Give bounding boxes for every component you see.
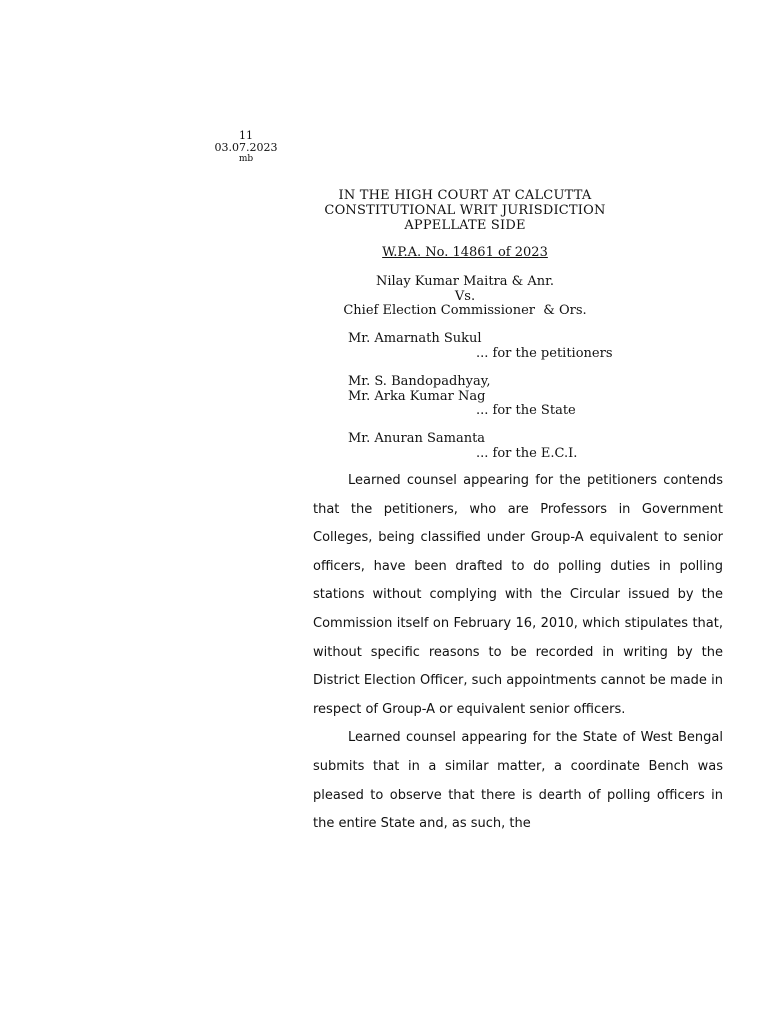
appearing-for: ... for the petitioners	[476, 345, 613, 361]
counsel-name: Mr. Arka Kumar Nag	[348, 388, 486, 404]
court-header	[300, 188, 630, 233]
item-number: 11	[239, 129, 253, 142]
parties	[300, 275, 630, 319]
counsel-name: Mr. Anuran Samanta	[348, 431, 486, 446]
versus-label: Vs.	[454, 288, 476, 304]
jurisdiction: CONSTITUTIONAL WRIT JURISDICTION	[324, 203, 606, 218]
appearance-petitioners	[348, 332, 648, 361]
order-body	[313, 467, 723, 839]
appearing-for: ... for the E.C.I.	[476, 445, 578, 461]
respondent-name: Chief Election Commissioner & Ors.	[343, 303, 587, 318]
appearance-state	[348, 375, 648, 419]
court-side: APPELLATE SIDE	[404, 218, 526, 233]
appearing-for: ... for the State	[476, 403, 576, 418]
clerk-initials: mb	[238, 154, 254, 164]
petitioner-name: Nilay Kumar Maitra & Anr.	[375, 274, 555, 289]
paragraph: Learned counsel appearing for the State of West Bengal submits that in a similar matter, a coordinate Bench was pleased to observe that there is dearth of polling officers in the entire State and, as such, the	[313, 730, 723, 832]
appearance-eci	[348, 432, 648, 461]
margin-note	[206, 130, 286, 164]
counsel-name: Mr. Amarnath Sukul	[348, 331, 482, 346]
paragraph: Learned counsel appearing for the petitioners contends that the petitioners, who are Professors in Government Colleges, being classified under Group-A equivalent to senior officers, have been drafted to do polling duties in polling stations without complying with the Circular issued by the Commission itself on February 16, 2010, which stipulates that, without specific reasons to be recorded in writing by the District Election Officer, such appointments cannot be made in respect of Group-A or equivalent senior officers.	[313, 473, 723, 717]
counsel-name: Mr. S. Bandopadhyay,	[348, 374, 491, 389]
case-number	[300, 245, 630, 260]
court-name: IN THE HIGH COURT AT CALCUTTA	[338, 188, 592, 203]
order-date: 03.07.2023	[214, 141, 278, 154]
case-number-text: W.P.A. No. 14861 of 2023	[382, 245, 548, 260]
